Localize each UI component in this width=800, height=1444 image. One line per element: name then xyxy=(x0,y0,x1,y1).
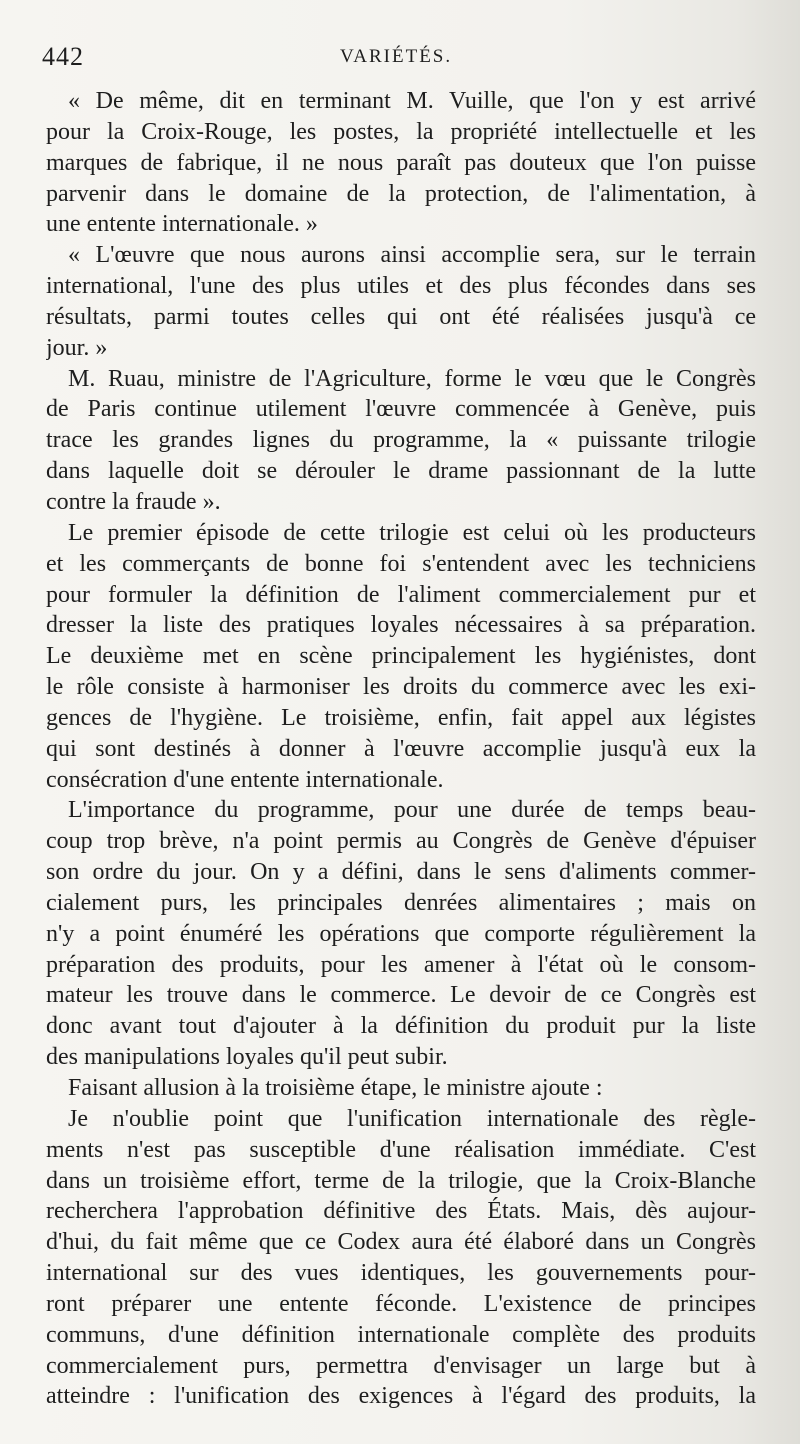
text-line: trace les grandes lignes du programme, la « puissante trilogie xyxy=(46,427,756,454)
text-line: le rôle consiste à harmoniser les droits du commerce avec les exi- xyxy=(46,674,756,701)
text-line: ront préparer une entente féconde. L'existence de principes xyxy=(46,1290,756,1317)
text-line: Le deuxième met en scène principalement les hygiénistes, dont xyxy=(46,643,756,670)
text-line: « De même, dit en terminant M. Vuille, que l'on y est arrivé xyxy=(68,88,756,114)
text-line: Je n'oublie point que l'unification internationale des règle- xyxy=(68,1105,756,1132)
page-body xyxy=(46,86,756,1412)
text-line: parvenir dans le domaine de la protection, de l'alimentation, à xyxy=(46,180,756,207)
text-line: n'y a point énuméré les opérations que comporte régulièrement la xyxy=(46,920,756,947)
text-line: une entente internationale. » xyxy=(46,211,318,238)
text-line: L'importance du programme, pour une durée de temps beau- xyxy=(68,797,756,824)
text-line: dans laquelle doit se dérouler le drame passionnant de la lutte xyxy=(46,458,756,485)
text-line: jour. » xyxy=(46,334,108,361)
text-line: marques de fabrique, il ne nous paraît pas douteux que l'on puisse xyxy=(46,149,756,176)
running-head: VARIÉTÉS. xyxy=(340,46,453,67)
page-header xyxy=(42,42,732,76)
text-line: « L'œuvre que nous aurons ainsi accomplie sera, sur le terrain xyxy=(68,242,756,269)
text-line: atteindre : l'unification des exigences à l'égard des produits, la xyxy=(46,1383,756,1410)
page-number: 442 xyxy=(42,42,84,71)
text-line: international sur des vues identiques, les gouvernements pour- xyxy=(46,1260,756,1287)
text-line: dresser la liste des pratiques loyales nécessaires à sa préparation. xyxy=(46,612,756,639)
text-line: résultats, parmi toutes celles qui ont été réalisées jusqu'à ce xyxy=(46,303,756,330)
text-line: recherchera l'approbation définitive des États. Mais, dès aujour- xyxy=(46,1198,756,1225)
text-line: mateur les trouve dans le commerce. Le devoir de ce Congrès est xyxy=(46,982,756,1009)
text-line: pour formuler la définition de l'aliment commercialement pur et xyxy=(46,581,756,608)
text-line: gences de l'hygiène. Le troisième, enfin, fait appel aux légistes xyxy=(46,704,756,731)
text-line: international, l'une des plus utiles et des plus fécondes dans ses xyxy=(46,273,756,300)
text-line: de Paris continue utilement l'œuvre commencée à Genève, puis xyxy=(46,396,756,423)
text-line: commercialement purs, permettra d'envisager un large but à xyxy=(46,1352,756,1379)
text-line: M. Ruau, ministre de l'Agriculture, forme le vœu que le Congrès xyxy=(68,365,756,392)
text-line: et les commerçants de bonne foi s'entendent avec les techniciens xyxy=(46,550,756,577)
text-line: donc avant tout d'ajouter à la définition du produit pur la liste xyxy=(46,1013,756,1040)
text-line: cialement purs, les principales denrées alimentaires ; mais on xyxy=(46,889,756,916)
text-line: coup trop brève, n'a point permis au Congrès de Genève d'épuiser xyxy=(46,828,756,855)
text-line: d'hui, du fait même que ce Codex aura été élaboré dans un Congrès xyxy=(46,1229,756,1256)
text-line: pour la Croix-Rouge, les postes, la propriété intellectuelle et les xyxy=(46,118,756,145)
text-line: Le premier épisode de cette trilogie est celui où les producteurs xyxy=(68,519,756,546)
text-line: son ordre du jour. On y a défini, dans le sens d'aliments commer- xyxy=(46,859,756,886)
text-line: qui sont destinés à donner à l'œuvre accomplie jusqu'à eux la xyxy=(46,735,756,762)
text-line: contre la fraude ». xyxy=(46,488,221,515)
text-line: Faisant allusion à la troisième étape, le ministre ajoute : xyxy=(68,1075,603,1101)
text-line: ments n'est pas susceptible d'une réalisation immédiate. C'est xyxy=(46,1136,756,1163)
text-line: consécration d'une entente internationale. xyxy=(46,766,444,793)
text-line: dans un troisième effort, terme de la trilogie, que la Croix-Blanche xyxy=(46,1167,756,1194)
text-line: des manipulations loyales qu'il peut subir. xyxy=(46,1044,448,1071)
text-line: communs, d'une définition internationale complète des produits xyxy=(46,1321,756,1348)
text-line: préparation des produits, pour les amener à l'état où le consom- xyxy=(46,951,756,978)
